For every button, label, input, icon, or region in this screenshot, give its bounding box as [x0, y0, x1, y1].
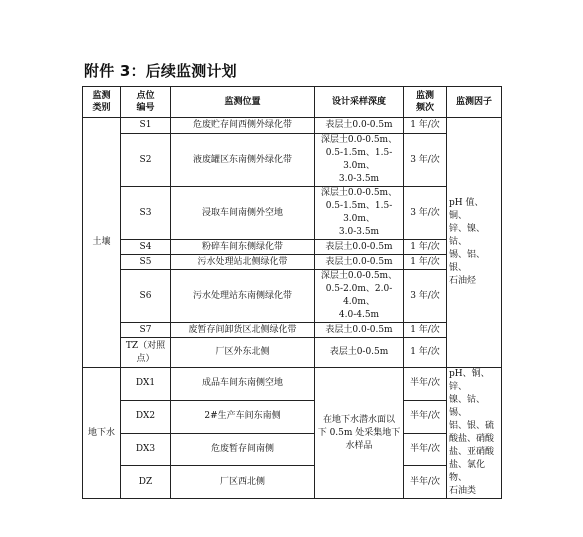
- frequency-cell: 1 年/次: [404, 255, 447, 270]
- point-id: S7: [121, 323, 171, 338]
- location-cell: 危废暂存间南侧: [171, 433, 315, 466]
- point-id: DX1: [121, 368, 171, 401]
- depth-cell: 深层土0.0-0.5m、 0.5-2.0m、2.0-4.0m、 4.0-4.5m: [315, 270, 404, 323]
- point-id: TZ（对照 点）: [121, 338, 171, 368]
- location-cell: 浸取车间南侧外空地: [171, 187, 315, 240]
- frequency-cell: 3 年/次: [404, 134, 447, 187]
- frequency-cell: 3 年/次: [404, 187, 447, 240]
- depth-cell: 表层土0-0.5m: [315, 338, 404, 368]
- point-id: S6: [121, 270, 171, 323]
- category-groundwater: 地下水: [83, 368, 121, 499]
- table-row: [83, 466, 502, 499]
- depth-cell: 表层土0.0-0.5m: [315, 118, 404, 134]
- factor-soil: pH 值、铜、 锌、镍、钴、 锡、铝、银、 石油烃: [447, 118, 502, 368]
- location-cell: 成品车间东南侧空地: [171, 368, 315, 401]
- location-cell: 厂区西北侧: [171, 466, 315, 499]
- page-title: 附件 3：后续监测计划: [84, 62, 237, 80]
- table-row: [83, 400, 502, 433]
- factor-groundwater: pH、铜、锌、 镍、钴、锡、 铝、银、硫 酸盐、硝酸 盐、亚硝酸 盐、氯化物、 石油类: [447, 368, 502, 499]
- location-cell: 污水处理站东南侧绿化带: [171, 270, 315, 323]
- header-point: 点位 编号: [121, 87, 171, 118]
- header-frequency: 监测 频次: [404, 87, 447, 118]
- point-id: S5: [121, 255, 171, 270]
- frequency-cell: 1 年/次: [404, 240, 447, 255]
- header-category: 监测 类别: [83, 87, 121, 118]
- frequency-cell: 半年/次: [404, 433, 447, 466]
- location-cell: 液废罐区东南侧外绿化带: [171, 134, 315, 187]
- depth-cell: 深层土0.0-0.5m、 0.5-1.5m、1.5-3.0m、 3.0-3.5m: [315, 187, 404, 240]
- depth-cell: 深层土0.0-0.5m、 0.5-1.5m、1.5-3.0m、 3.0-3.5m: [315, 134, 404, 187]
- frequency-cell: 半年/次: [404, 466, 447, 499]
- point-id: DX2: [121, 400, 171, 433]
- depth-cell: 表层土0.0-0.5m: [315, 240, 404, 255]
- point-id: S2: [121, 134, 171, 187]
- location-cell: 危废贮存间西侧外绿化带: [171, 118, 315, 134]
- location-cell: 2#生产车间东南侧: [171, 400, 315, 433]
- header-depth: 设计采样深度: [315, 87, 404, 118]
- location-cell: 粉碎车间东侧绿化带: [171, 240, 315, 255]
- table-row: [83, 134, 502, 187]
- depth-cell: 表层土0.0-0.5m: [315, 323, 404, 338]
- header-location: 监测位置: [171, 87, 315, 118]
- point-id: DX3: [121, 433, 171, 466]
- frequency-cell: 1 年/次: [404, 323, 447, 338]
- table-row: [83, 187, 502, 240]
- table-row: [83, 118, 502, 134]
- location-cell: 废暂存间卸货区北侧绿化带: [171, 323, 315, 338]
- frequency-cell: 半年/次: [404, 400, 447, 433]
- table-row: [83, 323, 502, 338]
- location-cell: 厂区外东北侧: [171, 338, 315, 368]
- frequency-cell: 3 年/次: [404, 270, 447, 323]
- table-row: [83, 255, 502, 270]
- table-row: [83, 270, 502, 323]
- point-id: S4: [121, 240, 171, 255]
- table-row: [83, 433, 502, 466]
- table-row: [83, 338, 502, 368]
- frequency-cell: 1 年/次: [404, 118, 447, 134]
- monitoring-plan-table: [82, 86, 502, 499]
- frequency-cell: 1 年/次: [404, 338, 447, 368]
- point-id: DZ: [121, 466, 171, 499]
- point-id: S3: [121, 187, 171, 240]
- category-soil: 土壤: [83, 118, 121, 368]
- table-header-row: [83, 87, 502, 118]
- location-cell: 污水处理站北侧绿化带: [171, 255, 315, 270]
- header-factor: 监测因子: [447, 87, 502, 118]
- frequency-cell: 半年/次: [404, 368, 447, 401]
- depth-cell: 表层土0.0-0.5m: [315, 255, 404, 270]
- depth-groundwater: 在地下水潜水面以 下 0.5m 处采集地下 水样品: [315, 368, 404, 499]
- table-row: [83, 368, 502, 401]
- point-id: S1: [121, 118, 171, 134]
- table-row: [83, 240, 502, 255]
